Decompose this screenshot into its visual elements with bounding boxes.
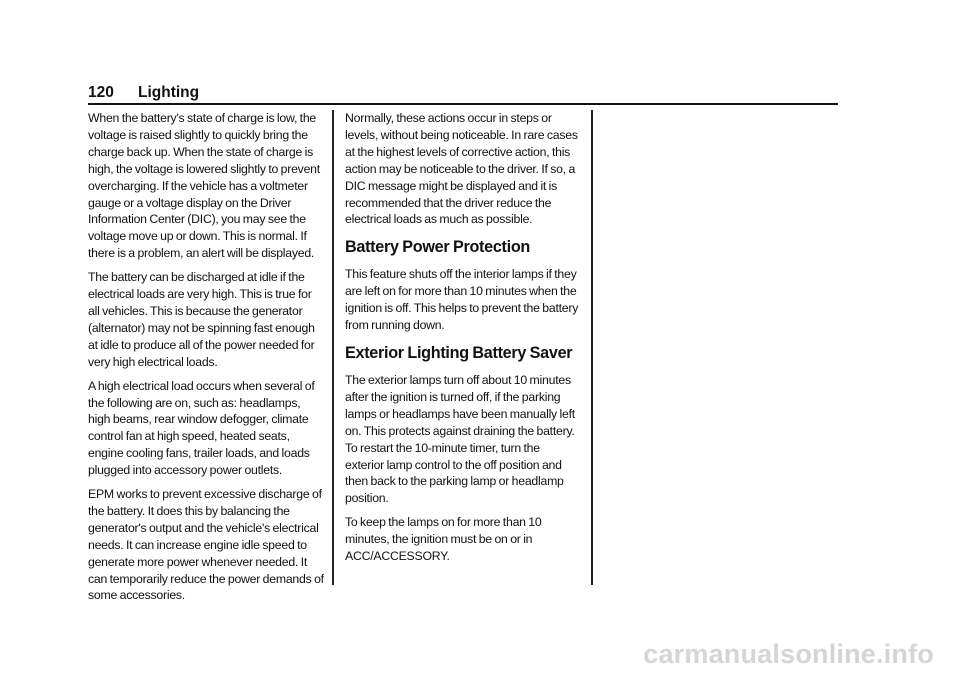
header-rule xyxy=(88,103,838,105)
watermark: carmanualsonline.info xyxy=(643,639,934,669)
middle-column xyxy=(345,110,581,572)
column-divider xyxy=(332,110,334,585)
paragraph-high-load: A high electrical load occurs when several of the following are on, such as: headlamps, high beams, rear window defogger, climate control fan at high speed, heated seats, engine cooling fans, trailer loads, and loads plugged into accessory power outlets. xyxy=(88,378,315,478)
section-title: Lighting xyxy=(138,84,200,101)
left-column xyxy=(88,110,324,611)
page-header xyxy=(88,82,838,104)
heading-exterior-lighting-battery-saver: Exterior Lighting Battery Saver xyxy=(345,343,573,362)
paragraph-charge-voltage: When the battery's state of charge is low, the voltage is raised slightly to quickly bring the charge back up. When the state of charge is high, the voltage is lowered slightly to prevent overcharging. If the vehicle has a voltmeter gauge or a voltage display on the Driver Information Center (DIC), you may see the voltage move up or down. This is normal. If there is a problem, an alert will be displayed. xyxy=(88,111,320,261)
page-number: 120 xyxy=(88,84,114,101)
paragraph-normal-actions: Normally, these actions occur in steps or levels, without being noticeable. In rare cases at the highest levels of corrective action, this action may be noticeable to the driver. If so, a DIC message might be displayed and it is recommended that the driver reduce the electrical loads as much as possible. xyxy=(345,111,578,227)
paragraph-exterior-lamps-off: The exterior lamps turn off about 10 minutes after the ignition is turned off, if the parking lamps or headlamps have been manually left on. This protects against draining the battery. To restart the 10-minute timer, turn the exterior lamp control to the off position and then back to the parking lamp or headlamp position. xyxy=(345,372,575,506)
heading-battery-power-protection: Battery Power Protection xyxy=(345,238,530,257)
paragraph-epm: EPM works to prevent excessive discharge of the battery. It does this by balancing the generator's output and the vehicle's electrical needs. It can increase engine idle speed to generate more power whenever needed. It can temporarily reduce the power demands of some accessories. xyxy=(88,487,324,603)
paragraph-idle-discharge: The battery can be discharged at idle if the electrical loads are very high. This is true for all vehicles. This is because the generator (alternator) may not be spinning fast enough at idle to produce all of the power needed for very high electrical loads. xyxy=(88,270,315,369)
paragraph-keep-lamps-on: To keep the lamps on for more than 10 minutes, the ignition must be on or in ACC/ACCESSORY. xyxy=(345,515,542,564)
paragraph-battery-power-protection: This feature shuts off the interior lamps if they are left on for more than 10 minutes when the ignition is off. This helps to prevent the battery from running down. xyxy=(345,267,579,333)
column-divider xyxy=(591,110,593,585)
